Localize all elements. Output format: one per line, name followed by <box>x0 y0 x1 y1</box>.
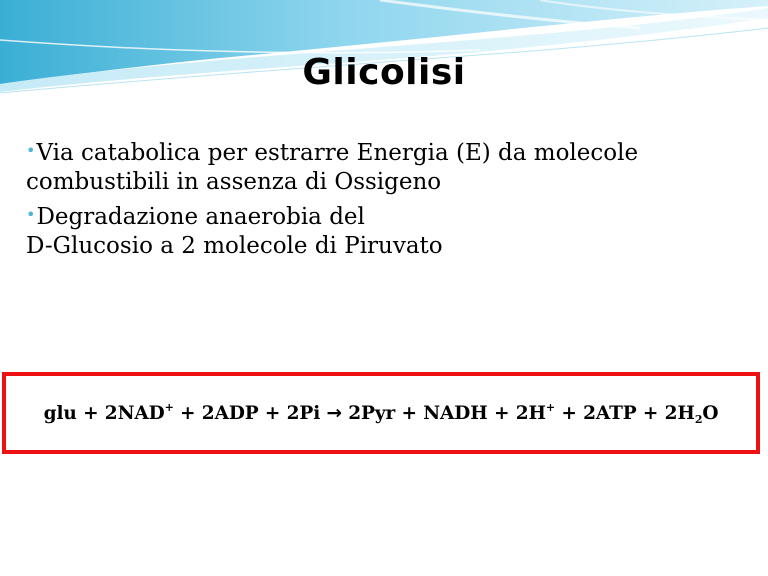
equation-part: 2Pyr + NADH + 2H <box>341 402 546 424</box>
equation-part: glu + 2NAD <box>43 402 165 424</box>
equation-superscript: + <box>545 400 555 414</box>
slide-title: Glicolisi <box>302 52 466 93</box>
equation-superscript: + <box>164 400 174 414</box>
bullet-item <box>26 136 726 197</box>
bullet-list <box>26 136 726 264</box>
bullet-dot-icon: • <box>26 205 36 224</box>
bullet-text-line: combustibili in assenza di Ossigeno <box>26 169 442 195</box>
bullet-item <box>26 200 726 261</box>
equation-box <box>2 372 760 454</box>
equation-part: + 2ADP + 2Pi <box>173 402 327 424</box>
bullet-text-line: Via catabolica per estrarre Energia (E) da molecole <box>36 140 639 166</box>
bullet-dot-icon: • <box>26 141 36 160</box>
equation-subscript: 2 <box>694 412 703 426</box>
arrow-right-icon: → <box>326 402 342 424</box>
equation-part: + 2ATP + 2H <box>555 402 695 424</box>
equation-part: O <box>702 402 719 424</box>
bullet-text-line: D-Glucosio a 2 molecole di Piruvato <box>26 233 443 259</box>
glycolysis-equation <box>44 401 719 426</box>
bullet-text-line: Degradazione anaerobia del <box>36 204 365 230</box>
